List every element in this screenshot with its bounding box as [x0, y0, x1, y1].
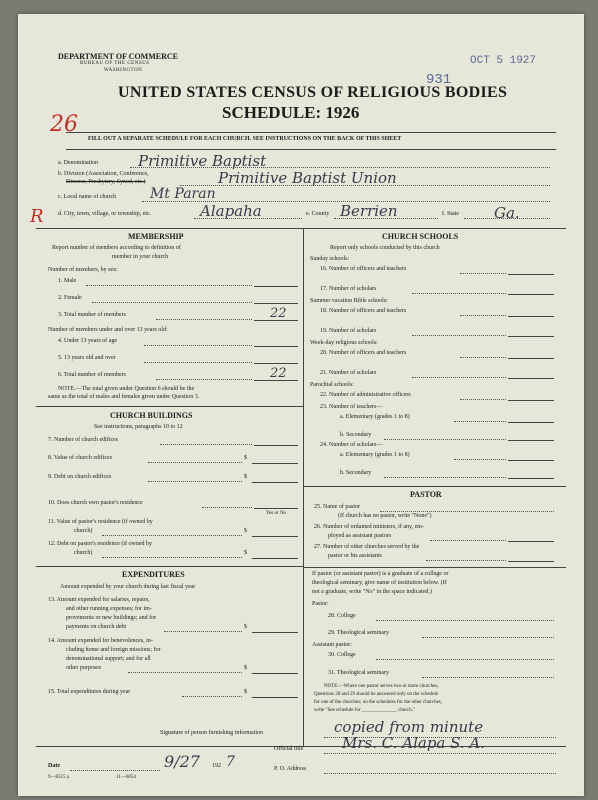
q15-total: 15. Total expenditures during year — [48, 689, 131, 695]
q3-total: 3. Total number of members — [58, 312, 126, 318]
membership-sub-1: Report number of members according to definition of — [52, 245, 181, 251]
q23b: b. Secondary — [340, 432, 372, 438]
q11-line-1: 11. Value of pastor's residence (if owned by — [48, 519, 153, 525]
city-label-d: d. City, town, village, or township, etc. — [58, 211, 152, 217]
q9-dollar: $ — [244, 474, 247, 480]
q31-seminary: 31. Theological seminary — [328, 670, 390, 676]
q25-note: (If church has no pastor, write "None") — [338, 513, 432, 519]
pastor-note-4: write "See schedule for ______________ church." — [314, 708, 416, 713]
census-schedule-page — [18, 14, 584, 796]
pastor-note-3: for one of the churches; on the schedules for the other churches, — [314, 700, 443, 705]
department-label: DEPARTMENT OF COMMERCE — [58, 52, 179, 61]
membership-note-2: same as the total of males and females given under Question 3. — [48, 394, 200, 400]
q14-line-4: other purposes — [66, 665, 102, 671]
q27-line-1: 27. Number of other churches served by the — [314, 544, 420, 550]
division-value: Primitive Baptist Union — [218, 169, 397, 187]
signature-value: copied from minute — [334, 718, 484, 736]
official-title-label: Official title — [274, 746, 304, 752]
q6-total: 6. Total number of members — [58, 372, 126, 378]
pastor-note-1: NOTE.—Where one pastor serves two or more churches, — [324, 684, 439, 689]
q17: 17. Number of scholars — [320, 286, 377, 292]
q12-line-2: church) — [74, 550, 93, 556]
instruction-line: FILL OUT A SEPARATE SCHEDULE FOR EACH CHURCH. SEE INSTRUCTIONS ON THE BACK OF THIS SHEET — [88, 136, 402, 142]
q12-line-1: 12. Debt on pastor's residence (if owned by — [48, 541, 153, 547]
q10-yes-no-note: Yes or No — [266, 511, 287, 516]
county-value: Berrien — [340, 202, 398, 220]
q15-dollar: $ — [244, 689, 247, 695]
q14-dollar: $ — [244, 665, 247, 671]
expenditures-sub: Amount expended by your church during last fiscal year — [60, 584, 196, 590]
division-label-1: b. Division (Association, Conference, — [58, 171, 149, 177]
members-by-sex: Number of members, by sex: — [48, 267, 118, 273]
sunday-schools: Sunday schools: — [310, 256, 350, 262]
q6-total-value: 22 — [270, 366, 287, 381]
q24: 24. Number of scholars— — [320, 442, 383, 448]
state-value: Ga. — [494, 204, 520, 222]
date-year-printed: 192 — [212, 763, 221, 769]
pastor-note-2: Questions 28 and 29 should be answered only on the schedule — [314, 692, 439, 697]
state-label: f. State — [442, 211, 459, 217]
q24a: a. Elementary (grades 1 to 8) — [340, 452, 410, 458]
q16: 16. Number of officers and teachers — [320, 266, 407, 272]
q24b: b. Secondary — [340, 470, 372, 476]
official-title-value: Mrs. C. Alapa S. A. — [342, 734, 486, 752]
red-margin-mark: R — [30, 206, 44, 227]
parochial-schools: Parochial schools: — [310, 382, 354, 388]
division-label-2: Diocese, Presbytery, Synod, etc.) — [66, 179, 146, 185]
bureau-label: BUREAU OF THE CENSUS — [80, 61, 150, 66]
county-label: e. County — [306, 211, 330, 217]
q23a: a. Elementary (grades 1 to 8) — [340, 414, 410, 420]
q27-line-2: pastor or his assistants — [328, 553, 382, 559]
print-number: 11—6054 — [116, 775, 136, 780]
schools-heading: CHURCH SCHOOLS — [382, 232, 459, 241]
pastor-sub-label: Pastor: — [312, 601, 329, 607]
q11-line-2: church) — [74, 528, 93, 534]
q13-line-1: 13. Amount expended for salaries, repairs, — [48, 597, 150, 603]
q30-college: 30. College — [328, 652, 356, 658]
date-year-handwritten: 7 — [226, 754, 235, 770]
buildings-heading: CHURCH BUILDINGS — [110, 411, 193, 420]
stamp-number: 931 — [426, 72, 452, 88]
weekday-schools: Week-day religious schools: — [310, 340, 378, 346]
received-date-stamp: OCT 5 1927 — [470, 55, 537, 67]
q8-dollar: $ — [244, 455, 247, 461]
q13-dollar: $ — [244, 624, 247, 630]
denomination-value: Primitive Baptist — [138, 152, 267, 170]
local-name-value: Mt Paran — [150, 186, 216, 202]
q14-line-1: 14. Amount expended for benevolences, in- — [48, 638, 153, 644]
local-name-label: c. Local name of church — [58, 194, 117, 200]
q7-edifices: 7. Number of church edifices — [48, 437, 119, 443]
membership-note-1: NOTE.—The total given under Question 6 should be the — [58, 386, 195, 392]
q4-under-13: 4. Under 13 years of age — [58, 338, 117, 344]
signature-label: Signature of person furnishing information — [160, 730, 263, 736]
q1-male: 1. Male — [58, 278, 77, 284]
q5-13-and-over: 5. 13 years old and over — [58, 355, 116, 361]
q2-female: 2. Female — [58, 295, 82, 301]
q23: 23. Number of teachers— — [320, 404, 383, 410]
city-value: Alapaha — [200, 202, 262, 220]
q20: 20. Number of officers and teachers — [320, 350, 407, 356]
graduate-line-1: If pastor (or assistant pastor) is a graduate of a college or — [312, 571, 449, 577]
assistant-pastor-label: Assistant pastor: — [312, 642, 352, 648]
q29-seminary: 29. Theological seminary — [328, 630, 390, 636]
q8-value-edifices: 8. Value of church edifices — [48, 455, 113, 461]
q26-line-1: 26. Number of ordained ministers, if any, em- — [314, 524, 424, 530]
po-address-label: P. O. Address — [274, 766, 307, 772]
q21: 21. Number of scholars — [320, 370, 377, 376]
age-line: Number of members under and over 13 years old: — [48, 327, 168, 333]
form-number: 9—8515 a — [48, 775, 69, 780]
q13-line-3: provements or new buildings; and for — [66, 615, 157, 621]
q13-line-4: payments on church debt — [66, 624, 127, 630]
summer-schools: Summer vacation Bible schools: — [310, 298, 388, 304]
q3-total-value: 22 — [270, 306, 287, 321]
form-title: UNITED STATES CENSUS OF RELIGIOUS BODIES — [118, 84, 508, 101]
expenditures-heading: EXPENDITURES — [122, 570, 185, 579]
buildings-sub: See instructions, paragraphs 10 to 12 — [94, 424, 183, 430]
q19: 19. Number of scholars — [320, 328, 377, 334]
schedule-title: SCHEDULE: 1926 — [222, 103, 360, 122]
q12-dollar: $ — [244, 550, 247, 556]
q9-debt-edifices: 9. Debt on church edifices — [48, 474, 112, 480]
graduate-line-2: theological seminary, give name of institution below. (If — [312, 580, 447, 586]
membership-heading: MEMBERSHIP — [128, 232, 184, 241]
q14-line-3: denominational support; and for all — [66, 656, 151, 662]
q18: 18. Number of officers and teachers — [320, 308, 407, 314]
date-value: 9/27 — [164, 752, 200, 771]
graduate-line-3: not a graduate, write "No" in the space indicated.) — [312, 589, 432, 595]
q14-line-2: cluding home and foreign missions; for — [66, 647, 161, 653]
q13-line-2: and other running expenses; for im- — [66, 606, 152, 612]
date-label: Date — [48, 763, 60, 769]
denomination-label: a. Denomination — [58, 160, 98, 166]
q10-own-residence: 10. Does church own pastor's residence — [48, 500, 143, 506]
handwritten-number: 26 — [50, 112, 78, 137]
q25-name: 25. Name of pastor — [314, 504, 360, 510]
schools-sub: Report only schools conducted by this church — [330, 245, 440, 251]
q22: 22. Number of administrative officers — [320, 392, 411, 398]
q28-college: 28. College — [328, 613, 356, 619]
city-label: WASHINGTON — [104, 68, 143, 73]
membership-sub-2: member in your church — [112, 254, 169, 260]
q26-line-2: ployed as assistant pastors — [328, 533, 392, 539]
q11-dollar: $ — [244, 528, 247, 534]
pastor-heading: PASTOR — [410, 490, 442, 499]
